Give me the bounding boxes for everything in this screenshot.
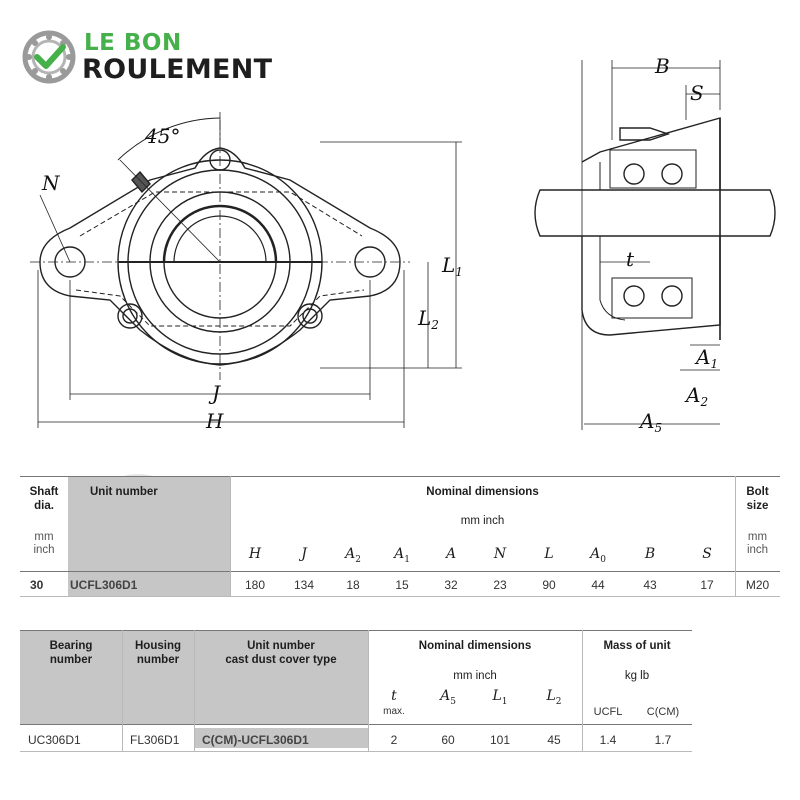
unit-number-cast-value: C(CM)-UCFL306D1 <box>202 733 309 747</box>
value-A: 32 <box>444 578 458 592</box>
symbol-L1: $L_1$ <box>492 688 508 707</box>
header-nominal-units-2: mm inch <box>453 670 497 682</box>
symbol-t: t <box>391 688 397 704</box>
symbol-A: A <box>445 546 457 562</box>
housing-number-value: FL306D1 <box>130 733 180 747</box>
value-L: 90 <box>542 578 556 592</box>
dimensions-table <box>20 476 780 596</box>
value-A0: 44 <box>591 578 605 592</box>
mass-ccm-value: 1.7 <box>654 733 672 747</box>
symbol-N: N <box>493 546 507 562</box>
header-mass-of-unit: Mass of unit <box>603 640 671 652</box>
logo-text-top: LE BON <box>84 30 182 56</box>
header-nominal-units: mm inch <box>460 515 505 527</box>
header-bolt-units-inch: inch <box>746 544 769 556</box>
mass-ccm-label: C(CM) <box>646 706 680 718</box>
header-shaft-dia: Shaft dia. <box>29 486 59 512</box>
symbol-A1: $A_1$ <box>394 546 410 565</box>
header-shaft-units-inch: inch <box>33 544 55 556</box>
header-nominal-dimensions-2: Nominal dimensions <box>418 640 532 652</box>
header-nominal-dimensions: Nominal dimensions <box>426 486 539 498</box>
value-B: 43 <box>643 578 657 592</box>
value-A1: 15 <box>395 578 409 592</box>
symbol-L2: $L_2$ <box>546 688 562 707</box>
value-L1: 101 <box>489 733 511 747</box>
value-t: 2 <box>390 733 398 747</box>
header-mass-units: kg lb <box>624 670 650 682</box>
symbol-B: B <box>644 546 656 562</box>
label-L2: $L_2$ <box>418 306 439 332</box>
header-unit-number: Unit number <box>90 486 158 498</box>
header-unit-number-line2: cast dust cover type <box>225 654 337 666</box>
value-S: 17 <box>700 578 714 592</box>
value-A5: 60 <box>441 733 455 747</box>
header-bolt-units-mm: mm <box>747 531 768 543</box>
label-N: N <box>42 171 60 195</box>
header-bolt-size: Bolt size <box>746 486 769 512</box>
bearing-number-value: UC306D1 <box>28 733 81 747</box>
label-t: t <box>626 247 635 271</box>
label-B: B <box>655 54 670 78</box>
label-angle: 45° <box>145 124 181 148</box>
label-L1: $L_1$ <box>442 253 463 279</box>
symbol-L: L <box>544 546 554 562</box>
label-S: S <box>690 81 704 105</box>
symbol-t-note: max. <box>383 706 405 717</box>
symbol-J: J <box>301 546 307 562</box>
symbol-A0: $A_0$ <box>590 546 606 565</box>
value-H: 180 <box>244 578 266 592</box>
symbol-H: H <box>248 546 262 562</box>
value-L2: 45 <box>547 733 561 747</box>
shaft-dia-value: 30 <box>30 578 44 592</box>
label-H: H <box>206 409 224 433</box>
mass-table <box>20 630 692 752</box>
symbol-A2: $A_2$ <box>345 546 361 565</box>
side-view <box>535 60 775 430</box>
front-view <box>30 112 462 428</box>
value-A2: 18 <box>346 578 360 592</box>
label-A2: $A_2$ <box>686 383 709 409</box>
mass-ucfl-label: UCFL <box>593 706 623 718</box>
bolt-size-value: M20 <box>745 578 770 592</box>
unit-number-value: UCFL306D1 <box>70 578 138 592</box>
label-J: J <box>212 381 221 405</box>
header-bearing-number: Bearing number <box>49 640 93 666</box>
header-unit-number-line1: Unit number <box>247 640 315 652</box>
symbol-A5: $A_5$ <box>440 688 456 707</box>
header-shaft-units-mm: mm <box>34 531 54 543</box>
label-A5: $A_5$ <box>640 409 663 435</box>
value-N: 23 <box>493 578 507 592</box>
header-housing-number: Housing number <box>135 640 181 666</box>
dimension-labels <box>41 54 718 435</box>
logo-text-bottom: ROULEMENT <box>82 54 273 85</box>
label-A1: $A_1$ <box>696 345 719 371</box>
mass-ucfl-value: 1.4 <box>599 733 617 747</box>
value-J: 134 <box>293 578 315 592</box>
symbol-S: S <box>702 546 712 562</box>
